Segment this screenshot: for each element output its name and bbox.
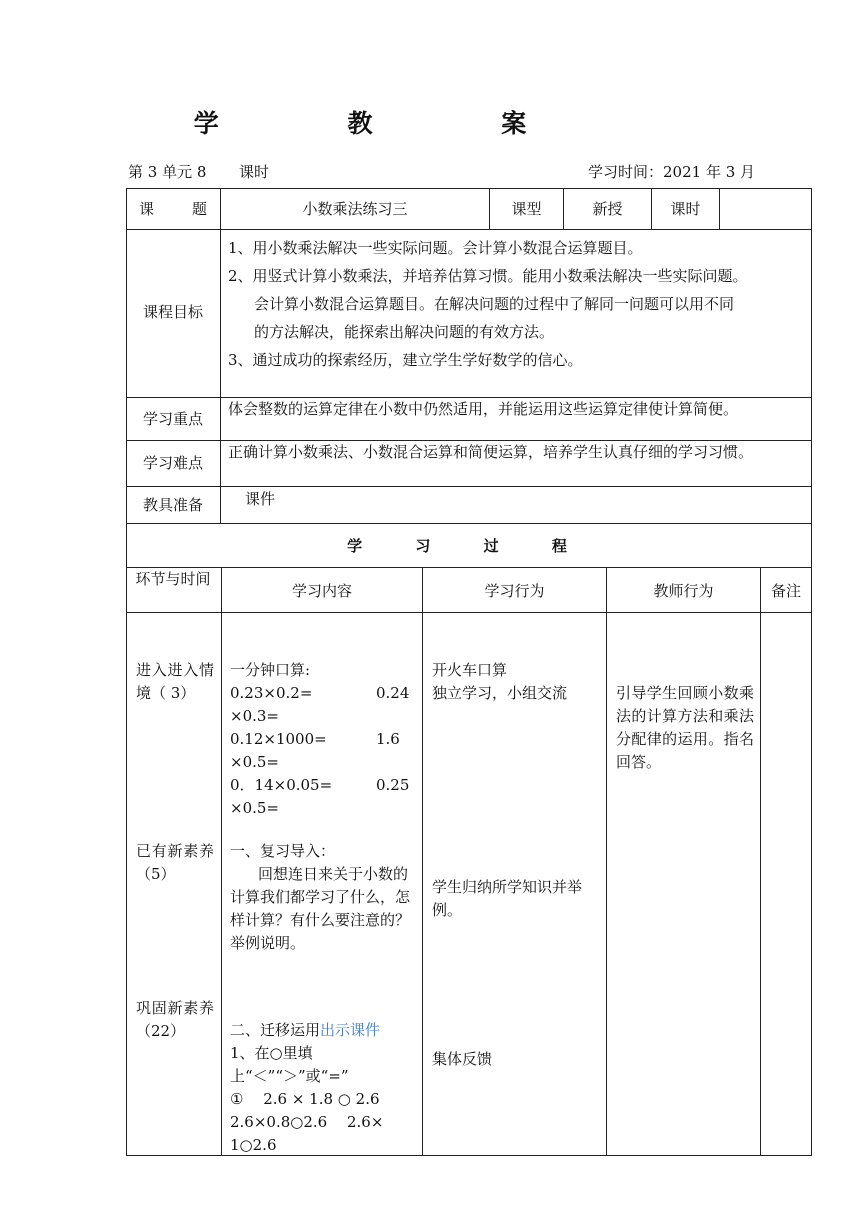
difficulty-label: 学习难点 xyxy=(142,454,203,472)
goals-label: 课程目标 xyxy=(142,303,203,321)
type-label: 课型 xyxy=(511,200,542,218)
stage-name: 进入进入情境（ 3） xyxy=(136,661,214,702)
difficulty-value: 正确计算小数乘法、小数混合运算和简便运算，培养学生认真仔细的学习习惯。 xyxy=(228,443,754,461)
col-header-content: 学习内容 xyxy=(291,582,352,600)
content-title-row xyxy=(230,1019,415,1042)
calc-item: ×0.3= xyxy=(230,707,279,725)
calc-item: 1.6 xyxy=(376,730,400,748)
prep-value: 课件 xyxy=(245,490,276,508)
stage-behavior xyxy=(432,1048,602,1071)
stage-content xyxy=(230,1019,415,1157)
goals-text xyxy=(228,234,808,374)
content-item: 2.6×0.8○2.6 2.6× xyxy=(230,1113,384,1131)
stage-name: 巩固新素养（22） xyxy=(136,999,214,1040)
calc-item: 0.24 xyxy=(376,684,410,702)
topic-label: 课 题 xyxy=(139,200,207,218)
page-title: 学 教 案 xyxy=(193,109,587,138)
content-title: 一分钟口算: xyxy=(230,661,311,679)
calc-item: 0.23×0.2= xyxy=(230,684,313,702)
stage-behavior xyxy=(432,659,602,705)
calc-item: ×0.5= xyxy=(230,799,279,817)
calc-item: 0.12×1000= xyxy=(230,730,327,748)
content-title: 一、复习导入： xyxy=(230,842,336,860)
behavior-item: 学生归纳所学知识并举例。 xyxy=(432,878,583,919)
calc-item: 0.25 xyxy=(376,776,410,794)
stage-content xyxy=(230,659,415,820)
content-question: 1、在○里填上“＜”“＞”或“=” xyxy=(230,1044,349,1085)
calc-item: ×0.5= xyxy=(230,753,279,771)
content-item: 1○2.6 xyxy=(230,1136,277,1154)
goal-line: 2、用竖式计算小数乘法，并培养估算习惯。能用小数乘法解决一些实际问题。 xyxy=(228,267,748,285)
col-header-teacher: 教师行为 xyxy=(653,582,714,600)
stage-content xyxy=(230,840,415,955)
calc-item: 0．14×0.05= xyxy=(230,776,333,794)
teacher-action: 引导学生回顾小数乘法的计算方法和乘法分配律的运用。指名回答。 xyxy=(616,684,754,771)
stage-behavior xyxy=(432,876,602,922)
lesson-unit-label: 课时 xyxy=(239,163,270,181)
unit-label: 第 3 单元 8 xyxy=(128,163,207,181)
behavior-item: 集体反馈 xyxy=(432,1050,493,1068)
process-heading: 学 习 过 程 xyxy=(347,537,591,555)
col-header-notes: 备注 xyxy=(770,582,801,600)
goal-line: 1、用小数乘法解决一些实际问题。会计算小数混合运算题目。 xyxy=(228,239,643,257)
topic-value: 小数乘法练习三 xyxy=(302,200,408,218)
content-title: 二、迁移运用 xyxy=(230,1021,321,1039)
goal-line: 的方法解决，能探索出解决问题的有效方法。 xyxy=(254,323,555,341)
goal-line: 3、通过成功的探索经历，建立学生学好数学的信心。 xyxy=(228,351,583,369)
focus-value: 体会整数的运算定律在小数中仍然适用，并能运用这些运算定律使计算简便。 xyxy=(228,400,739,418)
goal-line: 会计算小数混合运算题目。在解决问题的过程中了解同一问题可以用不同 xyxy=(254,295,735,313)
type-value: 新授 xyxy=(592,200,623,218)
study-time: 学习时间：2021 年 3 月 xyxy=(588,163,756,181)
col-header-behavior: 学习行为 xyxy=(484,582,545,600)
content-item: ① 2.6 × 1.8 ○ 2.6 xyxy=(230,1090,380,1108)
col-header-stage: 环节与时间 xyxy=(135,570,211,588)
focus-label: 学习重点 xyxy=(142,410,203,428)
period-label: 课时 xyxy=(670,200,701,218)
stage-name: 已有新素养（5） xyxy=(136,842,214,883)
show-courseware-link[interactable]: 出示课件 xyxy=(320,1021,381,1039)
behavior-item: 独立学习，小组交流 xyxy=(432,684,568,702)
prep-label: 教具准备 xyxy=(142,496,203,514)
behavior-item: 开火车口算 xyxy=(432,661,508,679)
content-text: 回想连日来关于小数的计算我们都学习了什么，怎样计算？有什么要注意的？举例说明。 xyxy=(230,865,411,952)
